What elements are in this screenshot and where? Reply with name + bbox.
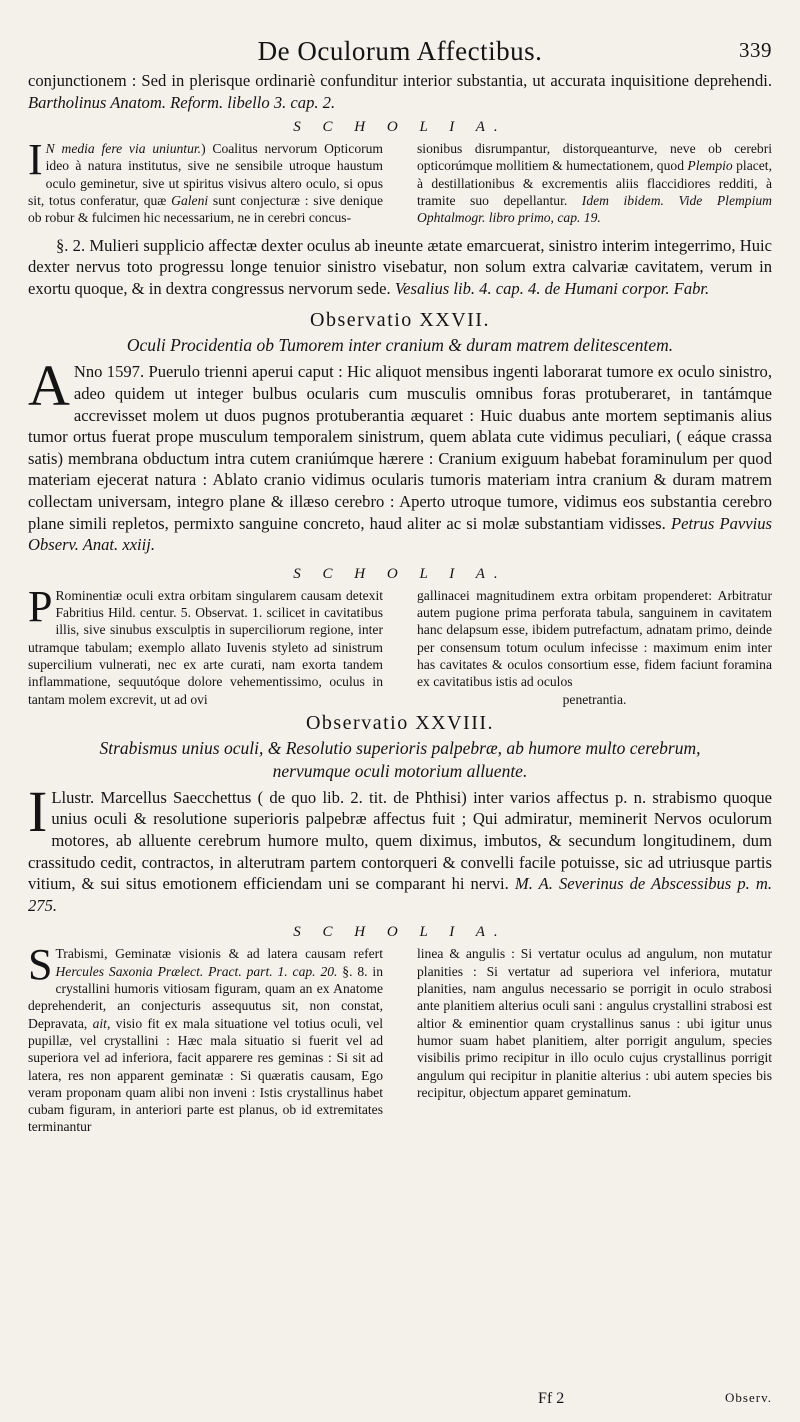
scholia-1-lemma: N media fere via uniuntur.: [45, 141, 202, 157]
scholia-1-right-text: sionibus disrumpantur, distorqueanturve, neve ob cerebri opticorúmque mollitiem & humectationem, quod: [417, 141, 772, 174]
dropcap: P: [28, 581, 53, 631]
observation-28-citation: M. A. Severinus de Abscessibus p. m. 275.: [28, 874, 772, 915]
scholia-1-left-column: [28, 135, 384, 226]
intro-text: conjunctionem : Sed in plerisque ordinariè confunditur interior substantia, ut accurata inquisitione deprehendi.: [28, 71, 772, 90]
signature-mark: Ff 2: [538, 1390, 565, 1407]
observation-28-text: Llustr. Marcellus Saecchettus ( de quo lib. 2. tit. de Phthisi) inter varios affectus p. n. strabismo quoque unius oculi & resolutione superioris palpebræ affectus fuit ; Qui admiratur, meminerit Nervos oculorum motores, ab alluente cerebrum humore multo, quem diximus, imbutos, & secundum longitudinem, dum crassitudo cedit, contractos, in alterutram partem contorqueri & convelli facile potuisse, sic ad utriusque partis vitium, & sui situs emotionem efficiendam uni se comparant hi nervi.: [28, 787, 772, 894]
scholia-heading-3: S C H O L I A.: [293, 924, 507, 941]
dropcap: S: [28, 940, 53, 990]
observation-28-subtitle-line-2: nervumque oculi motorium alluente.: [272, 760, 528, 781]
page-footer: [28, 1390, 772, 1412]
scholia-2-columns: [28, 581, 772, 708]
observation-27-body: [28, 353, 772, 555]
scholia-3-left-ait: ait: [92, 1015, 107, 1031]
dropcap: I: [28, 135, 43, 185]
running-head: [28, 30, 772, 70]
scholia-3-left-text-3: , visio fit ex mala situatione vel totius oculi, vel pupillæ, vel crystallini : Hæc mala situatio si fuerit vel ad superiora vel ad inferiora, facit apparere res geminas : Si sit ad latera, res non apparent geminatæ : Si quæratis causam, Ego veram proponam quam alibi non inveni : Istis crystallinus habet cubam figuram, in anteriori parte est planus, ob id extremitates terminantur: [28, 1015, 383, 1135]
scholia-2-right-end: penetrantia.: [562, 691, 627, 707]
scholia-heading-2: S C H O L I A.: [293, 565, 507, 582]
scholia-3-right-column: [417, 945, 772, 1135]
scholia-3-left-text-1: Trabismi, Geminatæ visionis & ad latera causam refert: [55, 946, 383, 962]
scholia-3-left-text-2: §. 8. in crystallini humoris vitiosam figuram, quam an ex Anatome deprehenderit, an conjecturis assequutus sit, non constat, Depravata,: [28, 963, 383, 1031]
scholia-3-columns: [28, 940, 772, 1135]
scholia-2-left-text: Rominentiæ oculi extra orbitam singularem causam detexit Fabritius Hild. centur. 5. Observat. 1. scilicet in cavitatibus illis, sive sinubus exsculptis in superciliorum regione, inter utramque tabulam; exemplo allato Iuvenis styleto ad sinistrum supercilium vulnerati, nec ex arte curati, nam exorta tandem inflammatione, sequutóque dolore vehementissimo, oculus in tantam molem excrevit, ut ad ovi: [28, 587, 383, 707]
scholia-2-right-text: gallinacei magnitudinem extra orbitam propenderet: Arbitratur autem pugione prima perforata tabula, sanguinem in cavitatem hanc delapsum esse, ibidem putrefactum, adnatam primo, deinde per consensum totum oculum infecisse : maximum enim inter has cavitates & oculos consortium esse, fidem faciunt foramina ex cavitatibus istis ad oculos: [417, 587, 772, 690]
scholia-3-left-citation: Hercules Saxonia Prælect. Pract. part. 1. cap. 20.: [55, 963, 338, 979]
scholia-2-right-column: [417, 587, 772, 708]
catchword: Observ.: [725, 1390, 772, 1405]
scholia-3-left-column: [28, 940, 383, 1135]
scholia-1-left-tail: sunt conjecturæ : sive denique ob robur & fulcimen hic necessarium, ne in cerebri concus-: [28, 193, 384, 226]
intro-citation: Bartholinus Anatom. Reform. libello 3. cap. 2.: [28, 92, 336, 112]
page: [28, 30, 772, 1136]
observation-28-subtitle: [28, 737, 772, 783]
scholia-3-right-text: linea & angulis : Si vertatur oculus ad angulum, non mutatur planities : Si vertatur ad superiora vel inferiora, mutatur planities, nam angulus necessario se porrigit in oculo strabosi ante planitiem alterius oculi sani : angulus crystallini strabosi est altior & eminentior quam crystallinus sanus : ubi igitur unus humor suam habet planitiem, alter porrigit angulum, species visibilis primo recipitur in illo oculo cujus crystallinus porrigit angulum qui recipitur in planitie alterius : ubi autem species bis recipitur, objectum apparet geminatum.: [417, 946, 772, 1100]
intro-paragraph: [28, 70, 772, 113]
page-number: 339: [739, 38, 772, 62]
scholia-1-right-mid: placet, à destillationibus & excrementis aliis flaccidiores redditi, à tramite suo depellantur.: [417, 158, 772, 209]
dropcap: A: [28, 353, 70, 419]
observation-28-heading: Observatio XXVIII.: [305, 711, 495, 734]
scholia-2-left-column: [28, 581, 383, 708]
observation-27-subtitle: Oculi Procidentia ob Tumorem inter cranium & duram matrem delitescentem.: [126, 335, 674, 356]
section-2-text: §. 2. Mulieri supplicio affectæ dexter oculus ab ineunte ætate emarcuerat, sinistro interim integerrimo, Huic dexter nervus toto progressu longe tenuior sinistro visebatur, non solum extra calvariæ cavitatem, verum in exortu quoque, & in dextra congressus nervorum sede.: [28, 235, 772, 298]
observation-27-heading: Observatio XXVII.: [310, 309, 490, 332]
scholia-1-columns: [28, 135, 772, 226]
section-2-citation: Vesalius lib. 4. cap. 4. de Humani corpor. Fabr.: [394, 278, 710, 298]
running-title: De Oculorum Affectibus.: [257, 36, 543, 66]
scholia-1-right-column: [417, 140, 772, 226]
scholia-1-right-name: Plempio: [687, 158, 733, 174]
section-2-paragraph: [28, 235, 772, 300]
observation-27-citation: Petrus Pavvius Observ. Anat. xxiij.: [28, 513, 772, 555]
observation-27-text: Nno 1597. Puerulo trienni aperui caput : Hic aliquot mensibus ingenti laborarat tumore ex oculo sinistro, adeo quidem ut integer bulbus ocularis cum musculis omnibus foras protuberaret, in tantámque accrevisset molem ut duos pugnos protuberantia æquaret : Huic duabus ante mortem septimanis alius tumor ortus fuerat prope musculum temporalem sinistrum, quem ablata cute vidimus peculiari, ( eáque crassa satis) membrana obductum intra cutem craniúmque hærere : Cranium exiguum habebat foraminulum per quod materiam ejecerat natura : Ablato cranio vidimus ocularis tumoris materiam intra cranium & duram matrem collectam universam, integro plane & illæso cerebro : Aperto utroque tumore, vidimus eos substantia cerebro plane simili repletos, permixto sanguine concreto, haud aliter ac si molæ substantiam vidisses.: [28, 362, 772, 533]
scholia-1-left-text: ) Coalitus nervorum Opticorum ideo à natura institutus, sive ne sensibile utroque haustum oculo geminetur, sive ut spiritus visivus altero oculo, si opus sit, totus conferatur, quæ: [28, 141, 384, 209]
scholia-1-right-citation: Idem ibidem. Vide Plempium Ophtalmogr. libro primo, cap. 19.: [417, 193, 772, 226]
observation-28-subtitle-line-1: Strabismus unius oculi, & Resolutio superioris palpebræ, ab humore multo cerebrum,: [99, 737, 701, 758]
observation-28-body: [28, 778, 772, 917]
scholia-1-left-name: Galeni: [171, 193, 209, 209]
scholia-heading-1: S C H O L I A.: [293, 119, 507, 136]
dropcap: I: [28, 778, 48, 844]
